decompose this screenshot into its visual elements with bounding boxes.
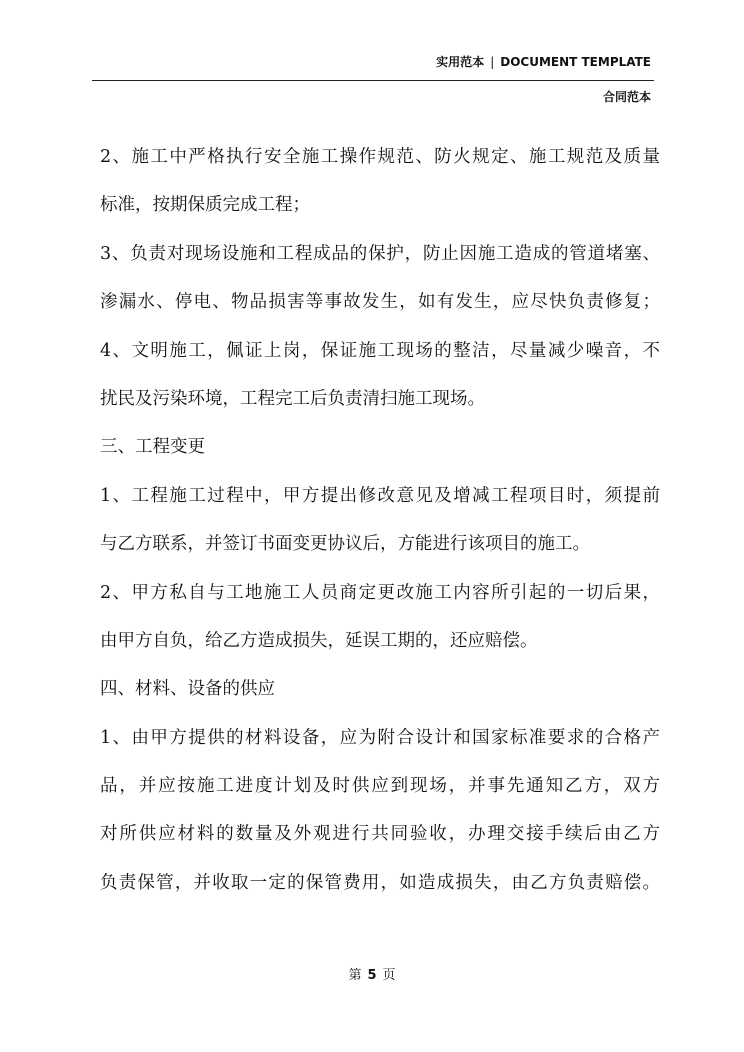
body-line: 品，并应按施工进度计划及时供应到现场，并事先通知乙方，双方 [100, 776, 660, 797]
body-line: 4、文明施工，佩证上岗，保证施工现场的整洁，尽量减少噪音，不 [100, 340, 660, 361]
header-separator: | [490, 55, 495, 69]
body-line: 与乙方联系，并签订书面变更协议后，方能进行该项目的施工。 [100, 534, 590, 555]
body-line: 由甲方自负，给乙方造成损失，延误工期的，还应赔偿。 [100, 630, 538, 651]
body-line: 2、甲方私自与工地施工人员商定更改施工内容所引起的一切后果， [100, 582, 660, 603]
header-divider [92, 80, 654, 81]
body-line: 对所供应材料的数量及外观进行共同验收，办理交接手续后由乙方 [100, 824, 660, 845]
section-heading: 三、工程变更 [100, 437, 205, 458]
header-category: 合同范本 [602, 90, 651, 104]
page-header-brand [436, 53, 651, 70]
page-number-value: 5 [367, 968, 377, 983]
header-brand-text: 实用范本 [436, 55, 485, 69]
body-line: 2、施工中严格执行安全施工操作规范、防火规定、施工规范及质量 [100, 147, 660, 167]
body-line: 1、工程施工过程中，甲方提出修改意见及增减工程项目时，须提前 [100, 485, 660, 506]
page-number [0, 964, 744, 983]
document-body [100, 137, 660, 911]
body-line: 渗漏水、停电、物品损害等事故发生，如有发生，应尽快负责修复； [100, 292, 660, 313]
body-line: 1、由甲方提供的材料设备，应为附合设计和国家标准要求的合格产 [100, 727, 660, 748]
body-line: 扰民及污染环境，工程完工后负责清扫施工现场。 [100, 388, 485, 409]
body-line: 3、负责对现场设施和工程成品的保护，防止因施工造成的管道堵塞、 [100, 243, 660, 264]
section-heading: 四、材料、设备的供应 [100, 679, 275, 700]
page-number-prefix: 第 [348, 968, 362, 983]
body-line: 标准，按期保质完成工程； [100, 195, 310, 216]
header-template-text: DOCUMENT TEMPLATE [500, 55, 651, 69]
body-line: 负责保管，并收取一定的保管费用，如造成损失，由乙方负责赔偿。 [100, 872, 660, 893]
page-number-suffix: 页 [382, 968, 396, 983]
